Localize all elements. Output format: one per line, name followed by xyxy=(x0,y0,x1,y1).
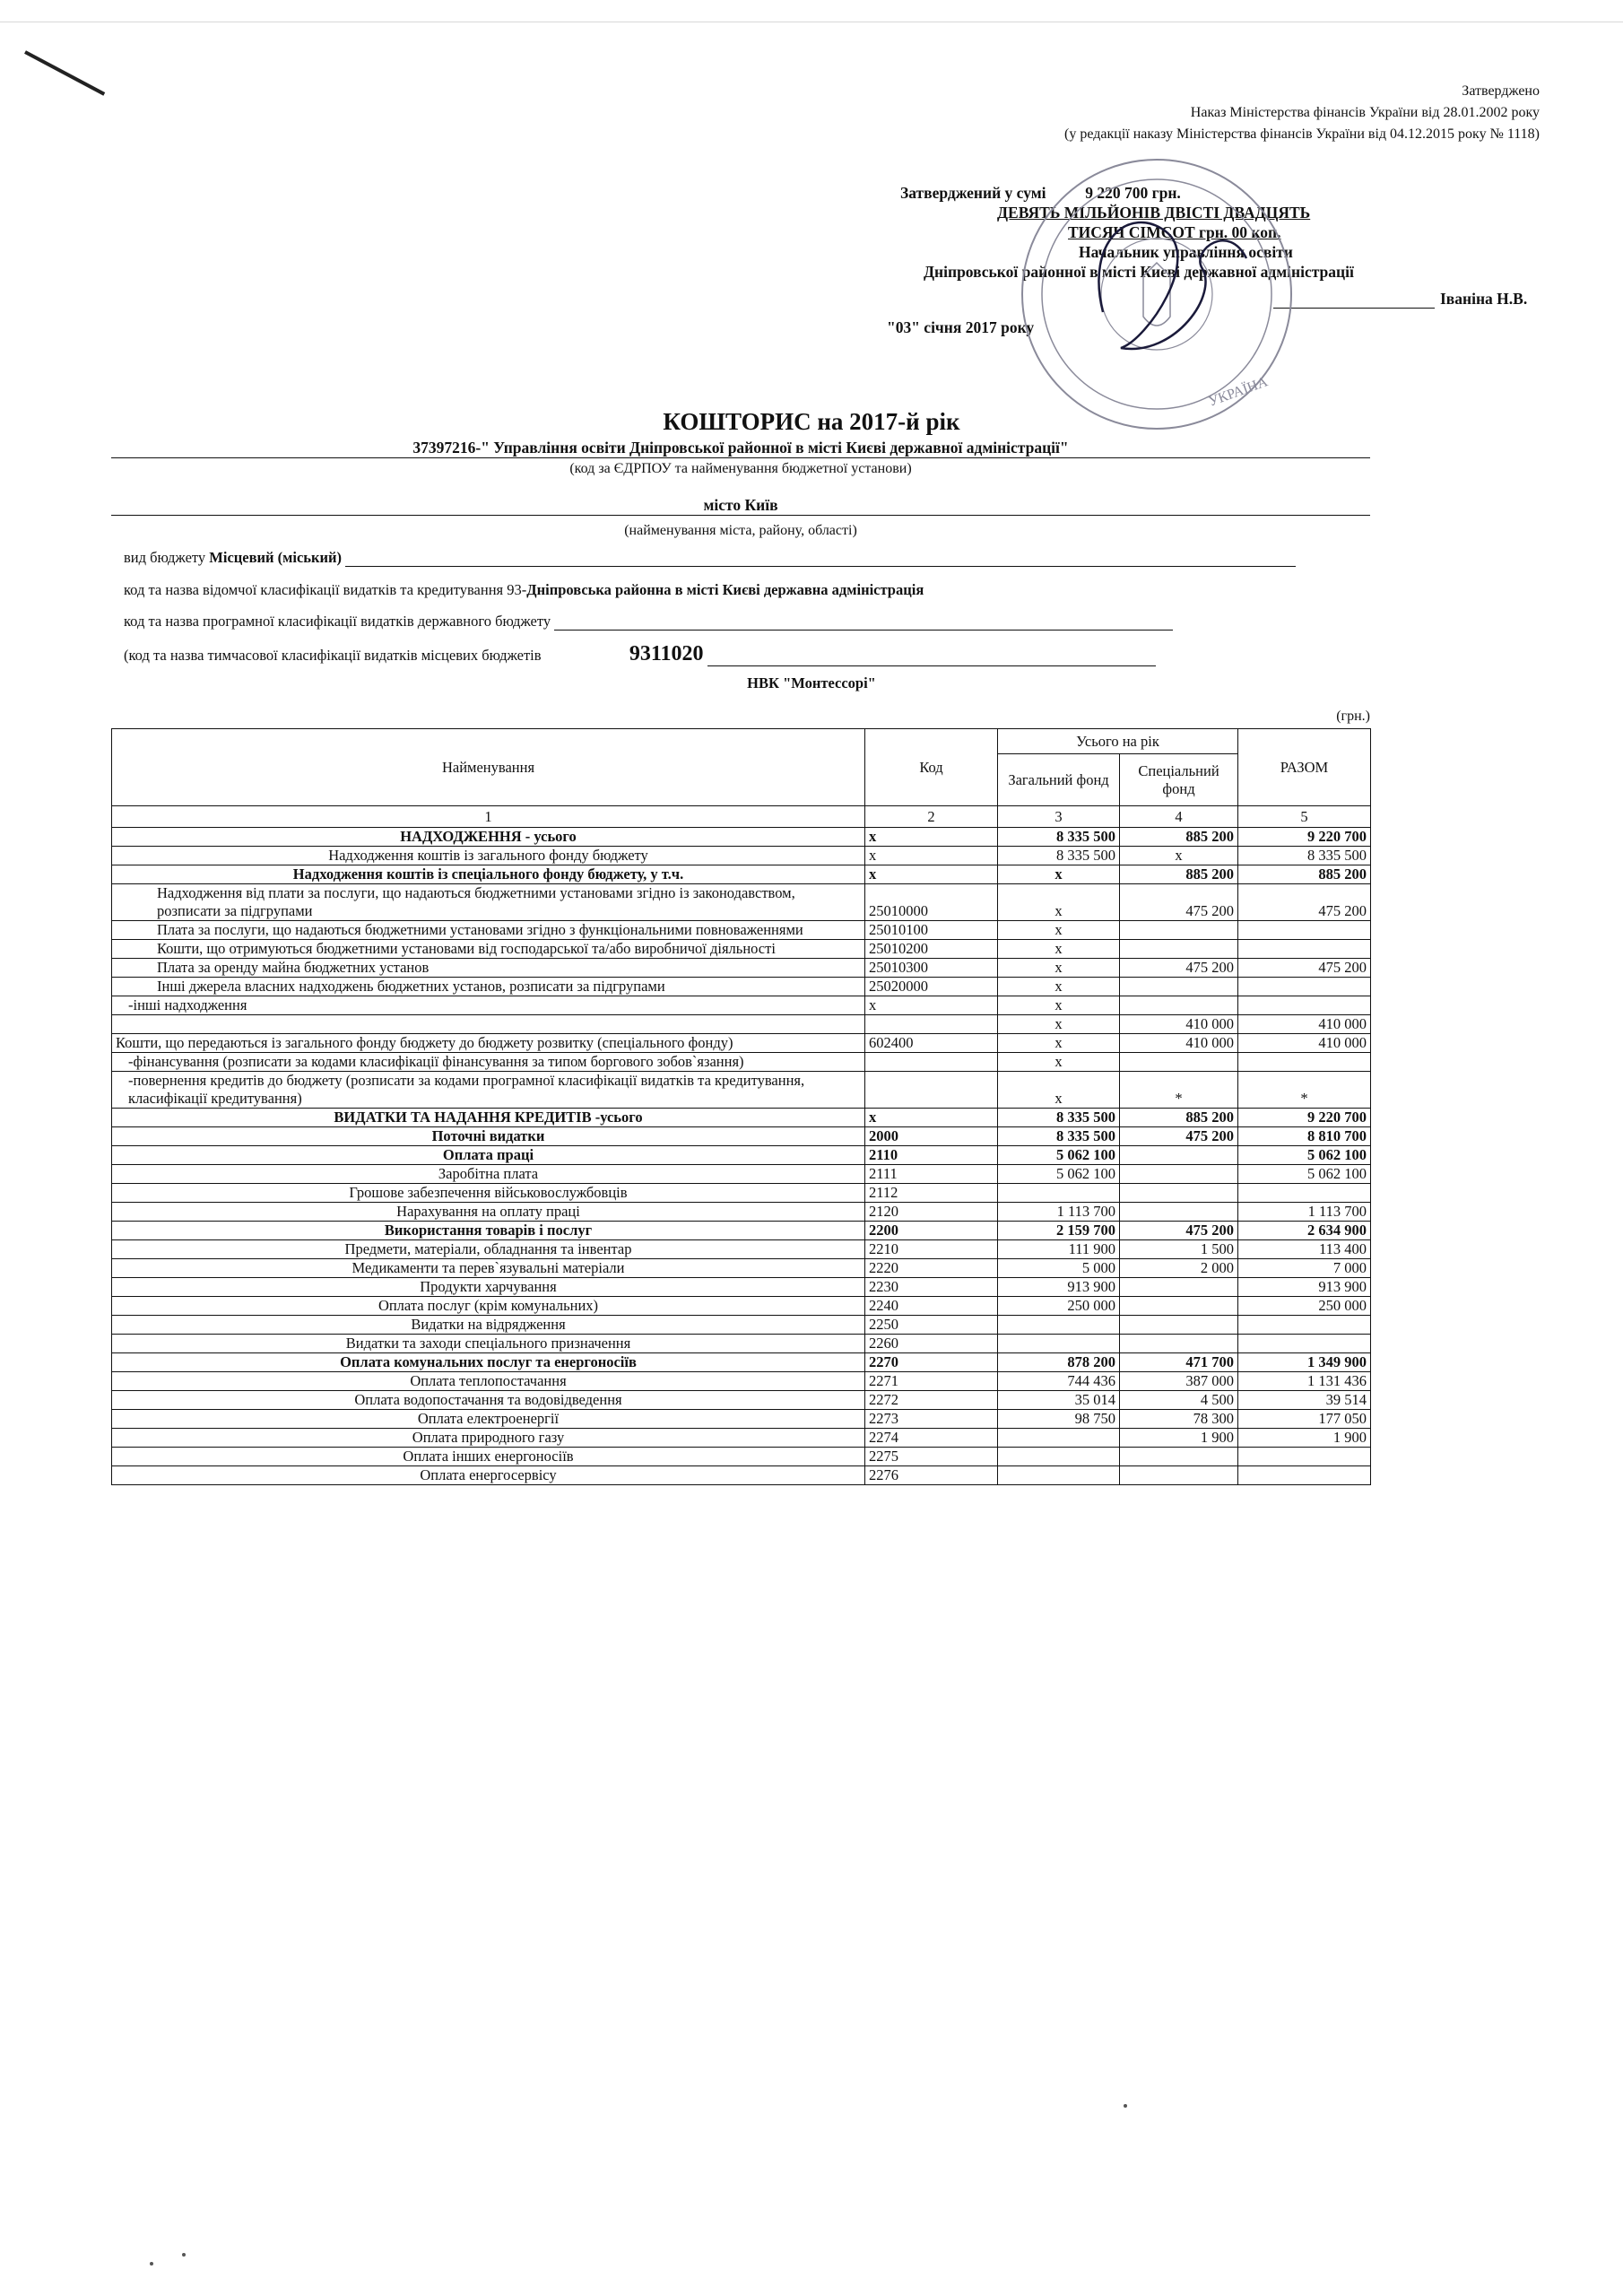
row-code: 602400 xyxy=(865,1034,998,1053)
approval-sum-block xyxy=(888,183,1533,337)
row-code: 2271 xyxy=(865,1372,998,1391)
row-name: Оплата електроенергії xyxy=(112,1410,865,1429)
program-underline xyxy=(554,630,1173,631)
row-code xyxy=(865,1053,998,1072)
row-total: 1 131 436 xyxy=(1238,1372,1371,1391)
row-total: 410 000 xyxy=(1238,1034,1371,1053)
row-total: 9 220 700 xyxy=(1238,1109,1371,1127)
row-special-fund: 475 200 xyxy=(1120,884,1238,921)
row-special-fund: 471 700 xyxy=(1120,1353,1238,1372)
table-row xyxy=(112,996,1371,1015)
row-total: 913 900 xyxy=(1238,1278,1371,1297)
row-total: 885 200 xyxy=(1238,865,1371,884)
table-row xyxy=(112,1448,1371,1466)
row-name: Оплата природного газу xyxy=(112,1429,865,1448)
approval-header xyxy=(1064,81,1540,145)
scan-top-edge xyxy=(0,0,1623,22)
row-total: 39 514 xyxy=(1238,1391,1371,1410)
col-number-5: 5 xyxy=(1238,806,1371,828)
row-name: Надходження від плати за послуги, що надаються бюджетними установами згідно із законодавством, розписати за підгрупами xyxy=(112,884,865,921)
row-code: х xyxy=(865,847,998,865)
row-special-fund: 885 200 xyxy=(1120,828,1238,847)
row-general-fund: 744 436 xyxy=(998,1372,1120,1391)
row-total: 475 200 xyxy=(1238,884,1371,921)
row-general-fund: 8 335 500 xyxy=(998,1127,1120,1146)
col-number-1: 1 xyxy=(112,806,865,828)
signature-underline xyxy=(1273,308,1435,309)
row-code: 2274 xyxy=(865,1429,998,1448)
row-special-fund: * xyxy=(1120,1072,1238,1109)
city-line: місто Київ xyxy=(111,496,1370,516)
row-total: 250 000 xyxy=(1238,1297,1371,1316)
row-special-fund xyxy=(1120,1297,1238,1316)
row-special-fund: 475 200 xyxy=(1120,959,1238,978)
row-total: 8 335 500 xyxy=(1238,847,1371,865)
row-special-fund xyxy=(1120,940,1238,959)
header-total-year: Усього на рік xyxy=(998,729,1238,754)
row-special-fund: х xyxy=(1120,847,1238,865)
row-name xyxy=(112,1015,865,1034)
position-line-2: Дніпровської районної в місті Києві державної адміністрації xyxy=(924,263,1354,281)
row-name: Оплата інших енергоносіїв xyxy=(112,1448,865,1466)
col-number-3: 3 xyxy=(998,806,1120,828)
program-row xyxy=(124,613,1173,631)
row-total xyxy=(1238,1184,1371,1203)
row-code: 2112 xyxy=(865,1184,998,1203)
budget-type-label: вид бюджету xyxy=(124,549,206,566)
col-number-2: 2 xyxy=(865,806,998,828)
table-row xyxy=(112,1353,1371,1372)
row-name: Оплата теплопостачання xyxy=(112,1372,865,1391)
row-name: Надходження коштів із спеціального фонду бюджету, у т.ч. xyxy=(112,865,865,884)
row-general-fund: х xyxy=(998,959,1120,978)
table-row xyxy=(112,1053,1371,1072)
row-special-fund xyxy=(1120,1165,1238,1184)
row-code: 2200 xyxy=(865,1222,998,1240)
table-row xyxy=(112,1297,1371,1316)
col-number-4: 4 xyxy=(1120,806,1238,828)
row-total xyxy=(1238,921,1371,940)
row-general-fund: 2 159 700 xyxy=(998,1222,1120,1240)
table-row xyxy=(112,1429,1371,1448)
table-row xyxy=(112,1072,1371,1109)
sum-label: Затверджений у сумі xyxy=(900,184,1046,202)
row-general-fund: х xyxy=(998,921,1120,940)
table-row xyxy=(112,1410,1371,1429)
row-total: 1 349 900 xyxy=(1238,1353,1371,1372)
document-title: КОШТОРИС на 2017-й рік xyxy=(663,408,960,435)
row-code: 2110 xyxy=(865,1146,998,1165)
row-special-fund xyxy=(1120,978,1238,996)
row-general-fund: х xyxy=(998,1034,1120,1053)
table-row xyxy=(112,959,1371,978)
row-general-fund: х xyxy=(998,865,1120,884)
table-row xyxy=(112,1466,1371,1485)
row-name: Використання товарів і послуг xyxy=(112,1222,865,1240)
row-name: -повернення кредитів до бюджету (розписати за кодами програмної класифікації видатків та кредитування, класифікації кредитування) xyxy=(112,1072,865,1109)
row-name: Заробітна плата xyxy=(112,1165,865,1184)
row-general-fund: 8 335 500 xyxy=(998,828,1120,847)
header-code: Код xyxy=(865,729,998,806)
table-row xyxy=(112,1146,1371,1165)
row-code: 2210 xyxy=(865,1240,998,1259)
row-special-fund xyxy=(1120,1335,1238,1353)
temp-classification-underline xyxy=(707,665,1156,666)
table-row xyxy=(112,921,1371,940)
table-row xyxy=(112,1034,1371,1053)
row-name: -фінансування (розписати за кодами класифікації фінансування за типом боргового зобов`язання) xyxy=(112,1053,865,1072)
row-name: -інші надходження xyxy=(112,996,865,1015)
row-name: Видатки на відрядження xyxy=(112,1316,865,1335)
row-general-fund xyxy=(998,1448,1120,1466)
row-general-fund xyxy=(998,1316,1120,1335)
row-general-fund xyxy=(998,1466,1120,1485)
sum-words-2: ТИСЯЧ СІМСОТ грн. 00 коп. xyxy=(1068,223,1281,241)
row-total: 410 000 xyxy=(1238,1015,1371,1034)
approval-date: "03" січня 2017 року xyxy=(887,318,1035,336)
row-code: 25010100 xyxy=(865,921,998,940)
row-special-fund xyxy=(1120,1316,1238,1335)
row-general-fund: 98 750 xyxy=(998,1410,1120,1429)
row-code: 25010200 xyxy=(865,940,998,959)
scan-scratch-mark xyxy=(24,50,105,95)
row-special-fund: 410 000 xyxy=(1120,1015,1238,1034)
row-name: Плата за послуги, що надаються бюджетними установами згідно з функціональними повноваженнями xyxy=(112,921,865,940)
row-code: 2111 xyxy=(865,1165,998,1184)
row-code: х xyxy=(865,865,998,884)
row-special-fund: 1 500 xyxy=(1120,1240,1238,1259)
budget-table-body xyxy=(112,828,1371,1485)
row-special-fund: 387 000 xyxy=(1120,1372,1238,1391)
row-general-fund: 1 113 700 xyxy=(998,1203,1120,1222)
row-total: 475 200 xyxy=(1238,959,1371,978)
row-code: 2120 xyxy=(865,1203,998,1222)
row-total xyxy=(1238,978,1371,996)
row-general-fund: 250 000 xyxy=(998,1297,1120,1316)
row-general-fund: 111 900 xyxy=(998,1240,1120,1259)
table-row xyxy=(112,1127,1371,1146)
table-row xyxy=(112,1184,1371,1203)
row-name: Інші джерела власних надходжень бюджетних установ, розписати за підгрупами xyxy=(112,978,865,996)
header-general-fund: Загальний фонд xyxy=(998,754,1120,806)
row-total: 177 050 xyxy=(1238,1410,1371,1429)
row-name: Оплата праці xyxy=(112,1146,865,1165)
row-code: 2250 xyxy=(865,1316,998,1335)
position-line-1: Начальник управління освіти xyxy=(1079,243,1293,261)
row-name: Оплата водопостачання та водовідведення xyxy=(112,1391,865,1410)
table-row xyxy=(112,1259,1371,1278)
row-special-fund: 4 500 xyxy=(1120,1391,1238,1410)
row-special-fund xyxy=(1120,1448,1238,1466)
row-general-fund: х xyxy=(998,996,1120,1015)
row-special-fund xyxy=(1120,1203,1238,1222)
row-code: 2220 xyxy=(865,1259,998,1278)
budget-table xyxy=(111,728,1371,1485)
row-name: Предмети, матеріали, обладнання та інвентар xyxy=(112,1240,865,1259)
row-code: 2273 xyxy=(865,1410,998,1429)
row-name: Кошти, що передаються із загального фонду бюджету до бюджету розвитку (спеціального фонду) xyxy=(112,1034,865,1053)
table-row xyxy=(112,884,1371,921)
row-code: х xyxy=(865,996,998,1015)
row-name: Грошове забезпечення військовослужбовців xyxy=(112,1184,865,1203)
row-code: 2240 xyxy=(865,1297,998,1316)
row-general-fund: х xyxy=(998,1015,1120,1034)
row-special-fund xyxy=(1120,1146,1238,1165)
row-special-fund xyxy=(1120,996,1238,1015)
row-code: 2230 xyxy=(865,1278,998,1297)
row-special-fund: 475 200 xyxy=(1120,1127,1238,1146)
row-name: Оплата енергосервісу xyxy=(112,1466,865,1485)
row-total xyxy=(1238,996,1371,1015)
table-row xyxy=(112,1203,1371,1222)
approved-sum-line xyxy=(888,183,1533,203)
row-code: 25010000 xyxy=(865,884,998,921)
row-name: Оплата комунальних послуг та енергоносіїв xyxy=(112,1353,865,1372)
table-row xyxy=(112,1222,1371,1240)
row-general-fund: 5 062 100 xyxy=(998,1165,1120,1184)
row-total: 1 900 xyxy=(1238,1429,1371,1448)
institution-line: 37397216-" Управління освіти Дніпровської районної в місті Києві державної адміністрації" xyxy=(111,439,1370,458)
table-row xyxy=(112,1165,1371,1184)
temp-classification-label: (код та назва тимчасової класифікації видатків місцевих бюджетів xyxy=(124,647,542,664)
scan-speck xyxy=(1124,2104,1127,2108)
row-code: 25010300 xyxy=(865,959,998,978)
row-general-fund: х xyxy=(998,1053,1120,1072)
temp-classification-row xyxy=(124,642,1156,666)
scan-speck xyxy=(182,2253,186,2257)
row-general-fund xyxy=(998,1184,1120,1203)
temp-classification-code: 9311020 xyxy=(629,642,704,665)
table-row xyxy=(112,865,1371,884)
row-general-fund: х xyxy=(998,940,1120,959)
table-row xyxy=(112,1015,1371,1034)
row-name: Медикаменти та перев`язувальні матеріали xyxy=(112,1259,865,1278)
row-code: 25020000 xyxy=(865,978,998,996)
row-total: 7 000 xyxy=(1238,1259,1371,1278)
table-row xyxy=(112,1335,1371,1353)
row-name: ВИДАТКИ ТА НАДАННЯ КРЕДИТІВ -усього xyxy=(112,1109,865,1127)
row-name: Кошти, що отримуються бюджетними установами від господарської та/або виробничої діяльності xyxy=(112,940,865,959)
row-total: 1 113 700 xyxy=(1238,1203,1371,1222)
row-total xyxy=(1238,940,1371,959)
stamp-text: УКРАЇНА xyxy=(1206,374,1271,410)
row-special-fund xyxy=(1120,1053,1238,1072)
row-general-fund: 5 062 100 xyxy=(998,1146,1120,1165)
institution-caption: (код за ЄДРПОУ та найменування бюджетної установи) xyxy=(569,461,912,476)
table-row xyxy=(112,1316,1371,1335)
scan-speck xyxy=(150,2262,153,2266)
budget-type-underline xyxy=(345,566,1296,567)
row-general-fund: 913 900 xyxy=(998,1278,1120,1297)
signatory-name: Іваніна Н.В. xyxy=(1440,290,1528,308)
row-special-fund: 1 900 xyxy=(1120,1429,1238,1448)
program-label: код та назва програмної класифікації видатків державного бюджету xyxy=(124,613,551,630)
table-row xyxy=(112,978,1371,996)
row-general-fund xyxy=(998,1335,1120,1353)
row-general-fund: 5 000 xyxy=(998,1259,1120,1278)
row-code xyxy=(865,1072,998,1109)
row-code: 2276 xyxy=(865,1466,998,1485)
row-total: * xyxy=(1238,1072,1371,1109)
edition-reference: (у редакції наказу Міністерства фінансів України від 04.12.2015 року № 1118) xyxy=(1064,126,1540,142)
row-special-fund: 885 200 xyxy=(1120,865,1238,884)
row-total: 8 810 700 xyxy=(1238,1127,1371,1146)
table-row xyxy=(112,940,1371,959)
row-special-fund xyxy=(1120,1466,1238,1485)
row-code: 2260 xyxy=(865,1335,998,1353)
row-general-fund: 8 335 500 xyxy=(998,847,1120,865)
header-special-fund: Спеціальний фонд xyxy=(1120,754,1238,806)
row-general-fund: 8 335 500 xyxy=(998,1109,1120,1127)
row-code xyxy=(865,1015,998,1034)
table-row xyxy=(112,828,1371,847)
table-row xyxy=(112,1240,1371,1259)
row-total xyxy=(1238,1466,1371,1485)
row-name: Оплата послуг (крім комунальних) xyxy=(112,1297,865,1316)
row-special-fund xyxy=(1120,921,1238,940)
city-caption: (найменування міста, району, області) xyxy=(624,523,857,538)
row-total xyxy=(1238,1448,1371,1466)
row-general-fund xyxy=(998,1429,1120,1448)
row-special-fund: 885 200 xyxy=(1120,1109,1238,1127)
table-row xyxy=(112,1278,1371,1297)
row-general-fund: 878 200 xyxy=(998,1353,1120,1372)
row-code: 2000 xyxy=(865,1127,998,1146)
table-row xyxy=(112,1372,1371,1391)
row-special-fund: 2 000 xyxy=(1120,1259,1238,1278)
budget-type-value: Місцевий (міський) xyxy=(209,549,343,566)
row-total: 5 062 100 xyxy=(1238,1165,1371,1184)
organization-name: НВК "Монтессорі" xyxy=(747,674,876,691)
row-code: 2272 xyxy=(865,1391,998,1410)
department-label: код та назва відомчої класифікації видатків та кредитування 93- xyxy=(124,581,527,598)
row-name: Надходження коштів із загального фонду бюджету xyxy=(112,847,865,865)
header-total: РАЗОМ xyxy=(1238,729,1371,806)
table-row xyxy=(112,847,1371,865)
row-general-fund: х xyxy=(998,978,1120,996)
table-row xyxy=(112,1109,1371,1127)
row-special-fund: 78 300 xyxy=(1120,1410,1238,1429)
row-general-fund: 35 014 xyxy=(998,1391,1120,1410)
row-special-fund xyxy=(1120,1278,1238,1297)
row-general-fund: х xyxy=(998,884,1120,921)
row-total: 113 400 xyxy=(1238,1240,1371,1259)
department-row xyxy=(124,581,924,599)
row-total: 2 634 900 xyxy=(1238,1222,1371,1240)
sum-value: 9 220 700 грн. xyxy=(1085,184,1181,202)
table-row xyxy=(112,1391,1371,1410)
row-special-fund: 475 200 xyxy=(1120,1222,1238,1240)
row-total xyxy=(1238,1335,1371,1353)
row-code: х xyxy=(865,828,998,847)
row-total xyxy=(1238,1053,1371,1072)
row-special-fund xyxy=(1120,1184,1238,1203)
order-reference: Наказ Міністерства фінансів України від 28.01.2002 року xyxy=(1190,105,1540,120)
row-total: 9 220 700 xyxy=(1238,828,1371,847)
row-code: 2275 xyxy=(865,1448,998,1466)
row-special-fund: 410 000 xyxy=(1120,1034,1238,1053)
row-name: Нарахування на оплату праці xyxy=(112,1203,865,1222)
row-total xyxy=(1238,1316,1371,1335)
row-name: Продукти харчування xyxy=(112,1278,865,1297)
row-name: Поточні видатки xyxy=(112,1127,865,1146)
header-name: Найменування xyxy=(112,729,865,806)
department-value: Дніпровська районна в місті Києві державна адміністрація xyxy=(526,581,924,598)
row-total: 5 062 100 xyxy=(1238,1146,1371,1165)
approved-label: Затверджено xyxy=(1462,83,1540,99)
currency-unit: (грн.) xyxy=(1336,709,1370,724)
row-name: Видатки та заходи спеціального призначення xyxy=(112,1335,865,1353)
budget-type-row xyxy=(124,549,1296,567)
row-general-fund: х xyxy=(998,1072,1120,1109)
row-name: НАДХОДЖЕННЯ - усього xyxy=(112,828,865,847)
sum-words-1: ДЕВЯТЬ МІЛЬЙОНІВ ДВІСТІ ДВАДЦЯТЬ xyxy=(997,204,1311,222)
signature-line xyxy=(888,289,1533,309)
row-name: Плата за оренду майна бюджетних установ xyxy=(112,959,865,978)
row-code: х xyxy=(865,1109,998,1127)
row-code: 2270 xyxy=(865,1353,998,1372)
